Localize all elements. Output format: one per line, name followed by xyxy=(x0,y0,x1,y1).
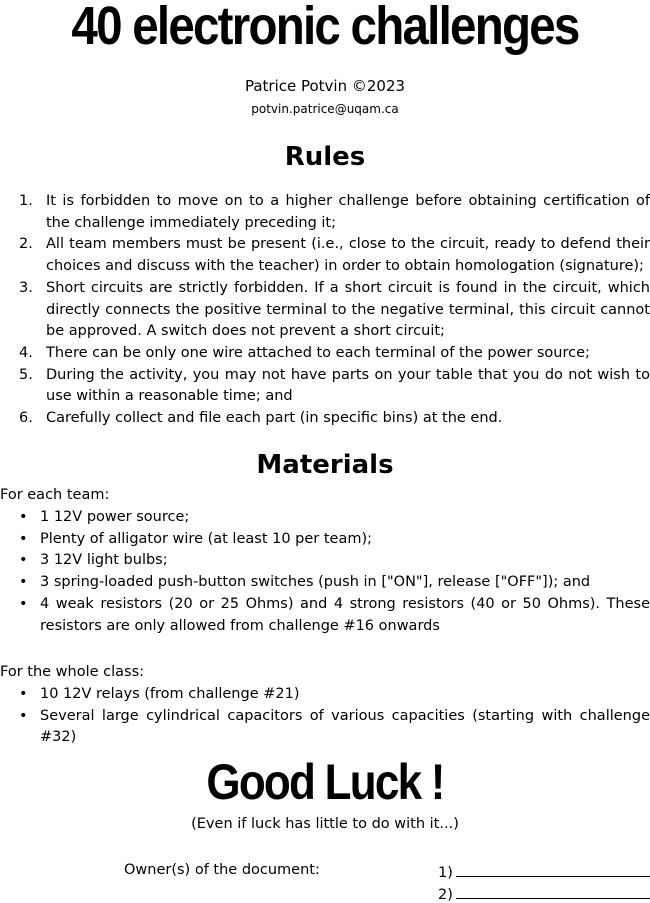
rule-number: 6. xyxy=(19,410,33,427)
rule-item xyxy=(0,278,650,343)
team-materials-label: For each team: xyxy=(0,487,110,503)
rule-number: 4. xyxy=(19,344,33,361)
list-item-text: 3 spring-loaded push-button switches (push in ["ON"], release ["OFF"]); and xyxy=(40,574,591,591)
author-email: potvin.patrice@uqam.ca xyxy=(251,102,399,116)
owner-line-number: 2) xyxy=(438,887,453,903)
good-luck-subtitle: (Even if luck has little to do with it...) xyxy=(191,816,459,832)
bullet-icon: • xyxy=(19,707,28,724)
bullet-icon: • xyxy=(19,530,28,547)
rule-text: Short circuits are strictly forbidden. If a short circuit is found in the circuit, which directly connects the positive terminal to the negative terminal, this circuit cannot be approved. A switch does not prevent a short circuit; xyxy=(46,279,650,340)
rule-item xyxy=(0,408,650,430)
list-item xyxy=(0,550,650,572)
rule-number: 3. xyxy=(19,279,33,296)
list-item xyxy=(0,529,650,551)
rule-text: It is forbidden to move on to a higher challenge before obtaining certification of the challenge immediately preceding it; xyxy=(46,193,650,231)
list-item xyxy=(0,572,650,594)
list-item-text: 4 weak resistors (20 or 25 Ohms) and 4 strong resistors (40 or 50 Ohms). These resistors are only allowed from challenge #16 onwards xyxy=(40,595,650,634)
owner-blank[interactable] xyxy=(456,884,650,899)
list-item-text: 3 12V light bulbs; xyxy=(40,552,168,569)
owner-line-1[interactable] xyxy=(438,862,650,881)
list-item-text: Several large cylindrical capacitors of various capacities (starting with challenge #32) xyxy=(40,707,650,746)
bullet-icon: • xyxy=(19,509,28,525)
owner-blank[interactable] xyxy=(456,862,650,877)
team-materials-list xyxy=(0,507,650,637)
rule-number: 2. xyxy=(19,236,33,253)
list-item-text: 1 12V power source; xyxy=(40,509,190,525)
rule-item xyxy=(0,343,650,365)
rule-number: 5. xyxy=(19,366,33,383)
bullet-icon: • xyxy=(19,574,28,591)
rule-number: 1. xyxy=(19,193,33,209)
owner-line-2[interactable] xyxy=(438,884,650,903)
bullet-icon: • xyxy=(19,552,28,569)
rule-text: During the activity, you may not have parts on your table that you do not wish to use within a reasonable time; and xyxy=(46,366,650,405)
rule-item xyxy=(0,191,650,234)
author-line: Patrice Potvin ©2023 xyxy=(244,77,406,95)
good-luck-title: Good Luck ! xyxy=(206,754,444,810)
materials-heading: Materials xyxy=(256,450,394,480)
document-title: 40 electronic challenges xyxy=(71,0,579,56)
owner-label: Owner(s) of the document: xyxy=(124,862,320,878)
bullet-icon: • xyxy=(19,595,28,612)
list-item xyxy=(0,507,650,529)
rule-item xyxy=(0,234,650,277)
rule-text: There can be only one wire attached to each terminal of the power source; xyxy=(46,344,590,361)
list-item-text: 10 12V relays (from challenge #21) xyxy=(40,686,300,702)
owner-line-number: 1) xyxy=(438,865,453,881)
bullet-icon: • xyxy=(19,686,28,702)
list-item-text: Plenty of alligator wire (at least 10 per team); xyxy=(40,530,373,547)
rule-item xyxy=(0,365,650,408)
rules-heading: Rules xyxy=(284,142,366,172)
class-materials-label: For the whole class: xyxy=(0,664,145,680)
class-materials-list xyxy=(0,684,650,749)
rule-text: All team members must be present (i.e., close to the circuit, ready to defend their choices and discuss with the teacher) in order to obtain homologation (signature); xyxy=(46,236,650,275)
list-item xyxy=(0,594,650,637)
rules-list xyxy=(0,191,650,430)
list-item xyxy=(0,706,650,749)
rule-text: Carefully collect and file each part (in specific bins) at the end. xyxy=(46,410,503,427)
list-item xyxy=(0,684,650,706)
